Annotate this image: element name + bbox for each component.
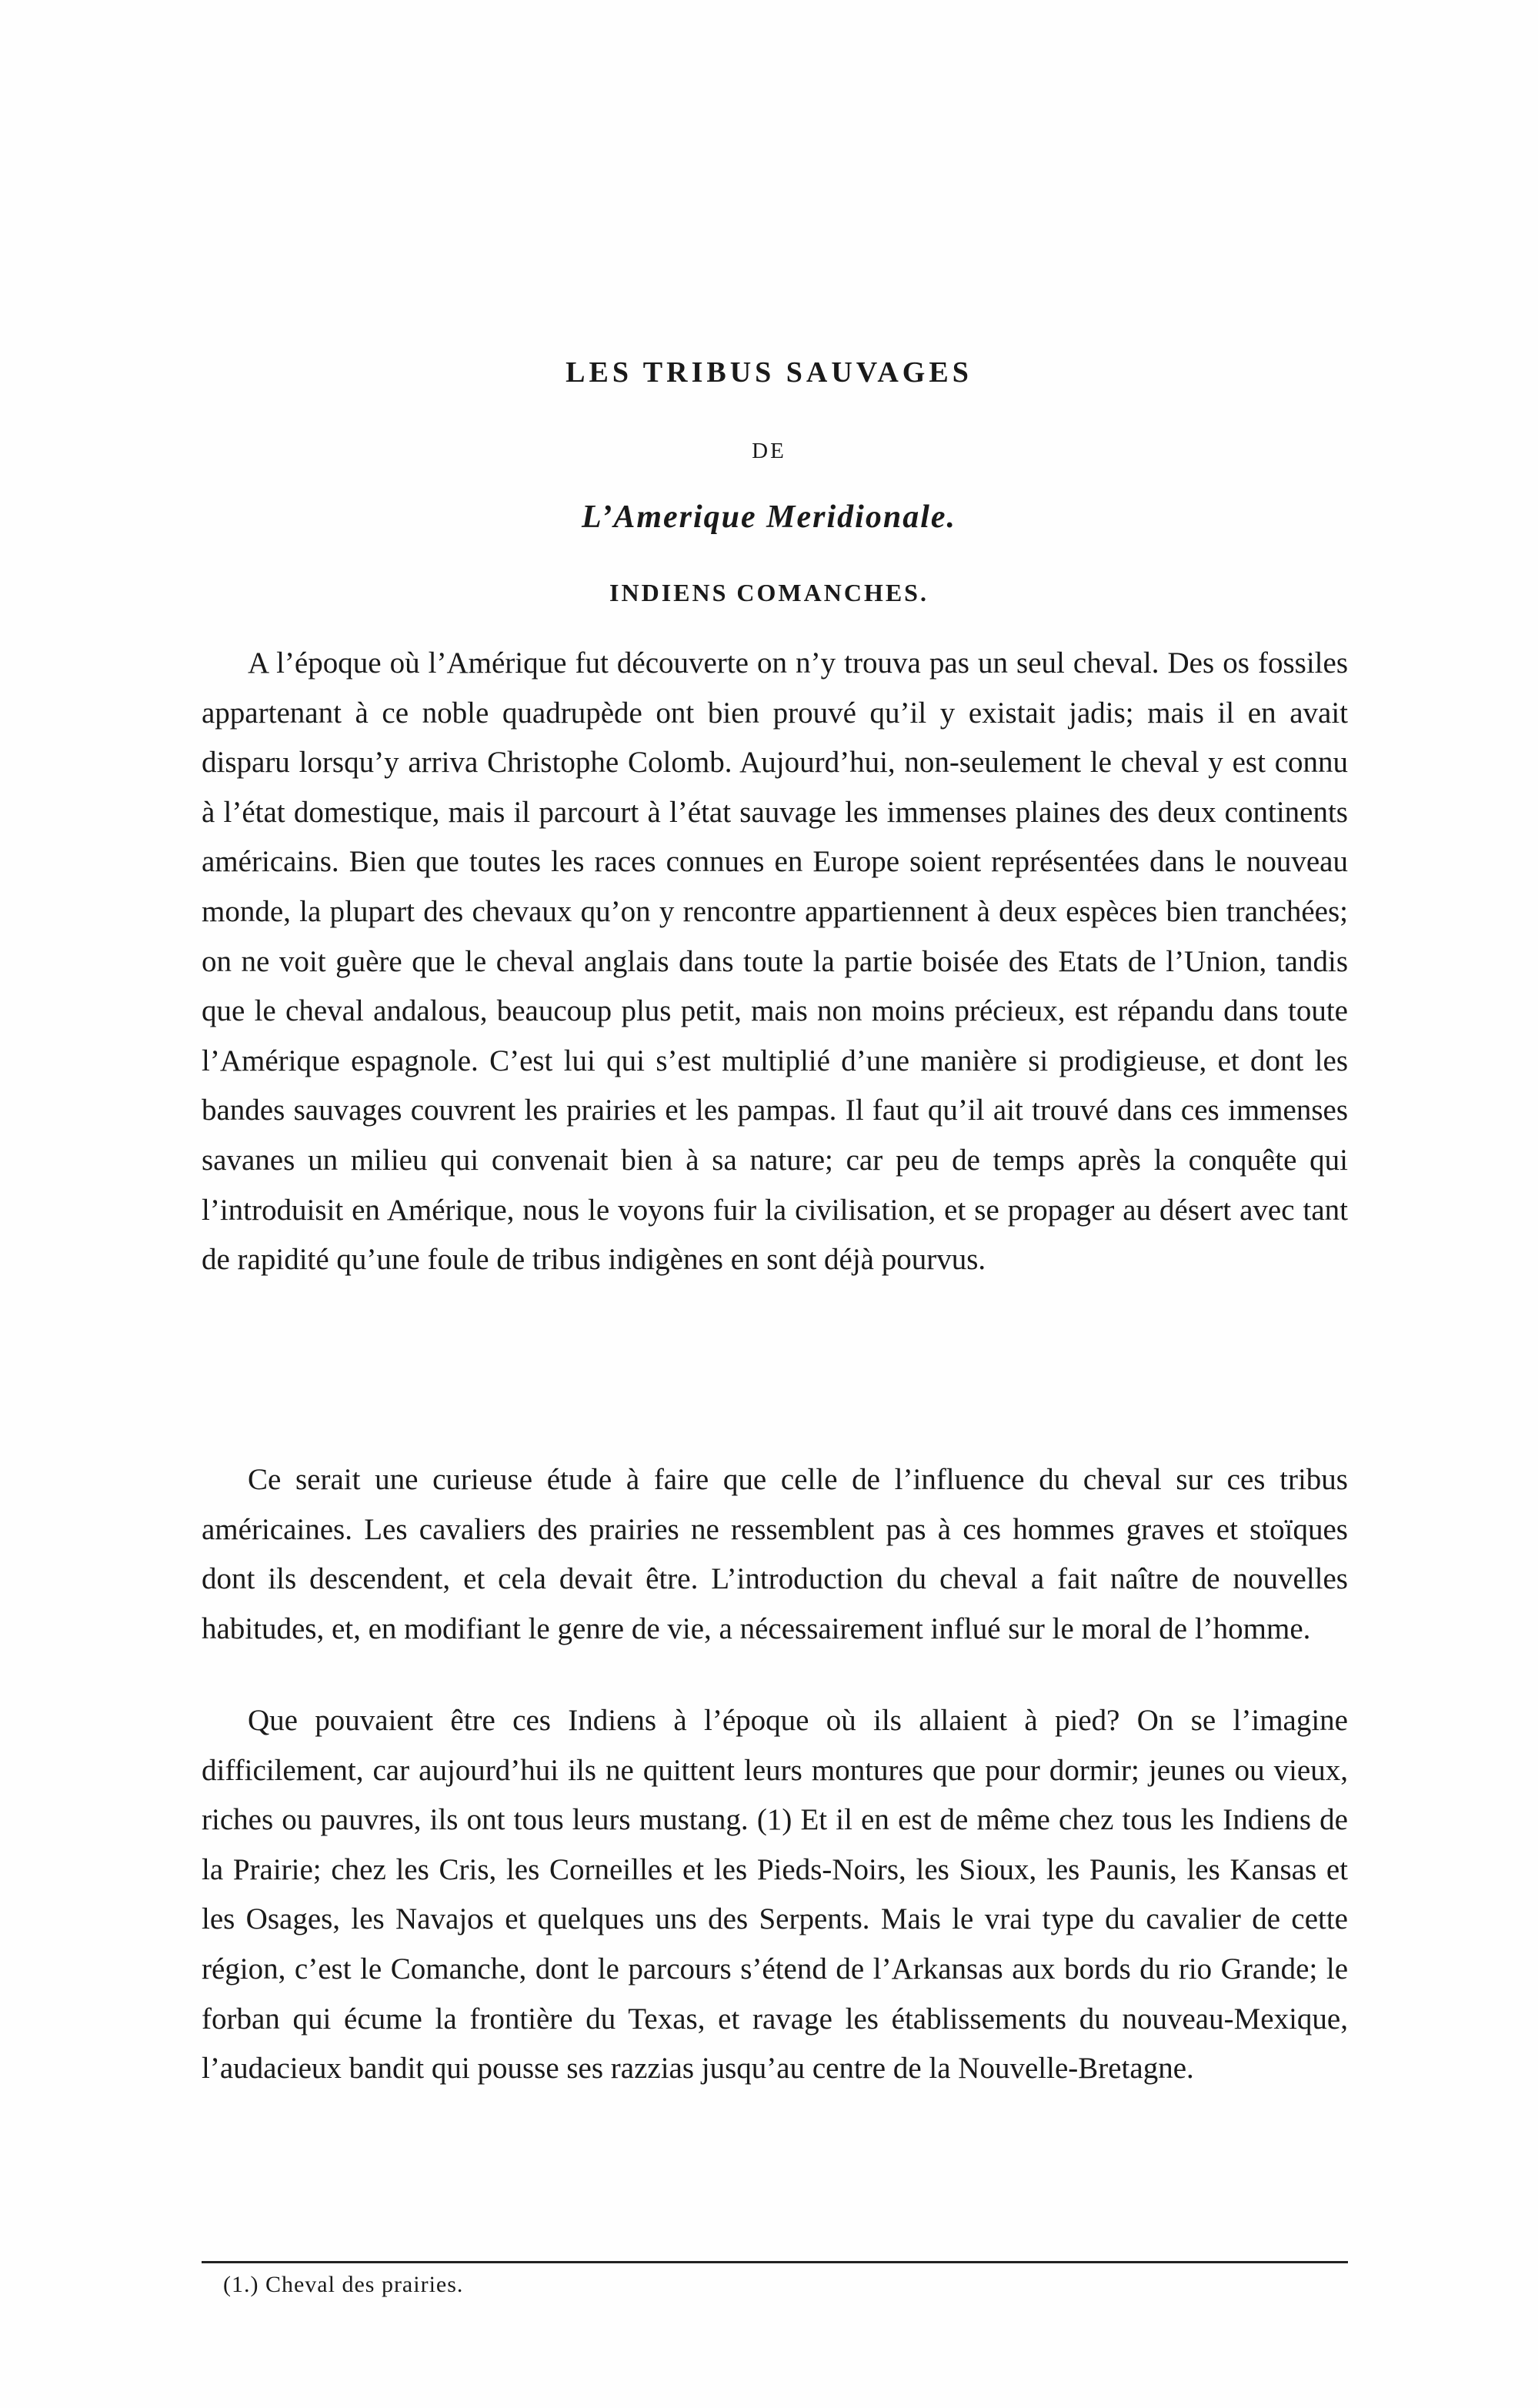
footnote: (1.) Cheval des prairies.: [223, 2272, 464, 2297]
chapter-title: LES TRIBUS SAUVAGES: [565, 356, 973, 389]
paragraph: Que pouvaient être ces Indiens à l’époque où ils allaient à pied? On se l’imagine difficilement, car aujourd’hui ils ne quittent leurs montures que pour dormir; jeunes ou vieux, riches ou pauvres, ils ont tous leurs mustang. (1) Et il en est de même chez tous les Indiens de la Prairie; chez les Cris, les Corneilles et les Pieds-Noirs, les Sioux, les Paunis, les Kansas et les Osages, les Navajos et quelques uns des Serpents. Mais le vrai type du cavalier de cette région, c’est le Comanche, dont le parcours s’étend de l’Arkansas aux bords du rio Grande; le forban qui écume la frontière du Texas, et ravage les établissements du nouveau-Mexique, l’audacieux bandit qui pousse ses razzias jusqu’au centre de la Nouvelle-Bretagne.: [202, 1704, 1348, 2086]
title-connector: DE: [752, 439, 786, 463]
section-heading: INDIENS COMANCHES.: [609, 579, 929, 606]
paragraph-1-block: [202, 639, 1348, 1285]
paragraph: Ce serait une curieuse étude à faire que celle de l’influence du cheval sur ces tribus américaines. Les cavaliers des prairies ne ressemblent pas à ces hommes graves et stoïques dont ils descendent, et cela devait être. L’introduction du cheval a fait naître de nouvelles habitudes, et, en modifiant le genre de vie, a nécessairement influé sur le moral de l’homme.: [202, 1463, 1348, 1645]
footnote-divider: [202, 2261, 1348, 2263]
paragraph: A l’époque où l’Amérique fut découverte on n’y trouva pas un seul cheval. Des os fossiles appartenant à ce noble quadrupède ont bien prouvé qu’il y existait jadis; mais il en avait disparu lorsqu’y arriva Christophe Colomb. Aujourd’hui, non-seulement le cheval y est connu à l’état domestique, mais il parcourt à l’état sauvage les immenses plaines des deux continents américains. Bien que toutes les races connues en Europe soient représentées dans le nouveau monde, la plupart des chevaux qu’on y rencontre appartiennent à deux espèces bien tranchées; on ne voit guère que le cheval anglais dans toute la partie boisée des Etats de l’Union, tandis que le cheval andalous, beaucoup plus petit, mais non moins précieux, est répandu dans toute l’Amérique espagnole. C’est lui qui s’est multiplié d’une manière si prodigieuse, et dont les bandes sauvages couvrent les prairies et les pampas. Il faut qu’il ait trouvé dans ces immenses savanes un milieu qui convenait bien à sa nature; car peu de temps après la conquête qui l’introduisit en Amérique, nous le voyons fuir la civilisation, et se propager au désert avec tant de rapidité qu’une foule de tribus indigènes en sont déjà pourvus.: [202, 646, 1348, 1277]
paragraph-2-block: [202, 1455, 1348, 1654]
paragraph-3-block: [202, 1696, 1348, 2094]
chapter-subtitle: L’Amerique Meridionale.: [582, 499, 956, 535]
